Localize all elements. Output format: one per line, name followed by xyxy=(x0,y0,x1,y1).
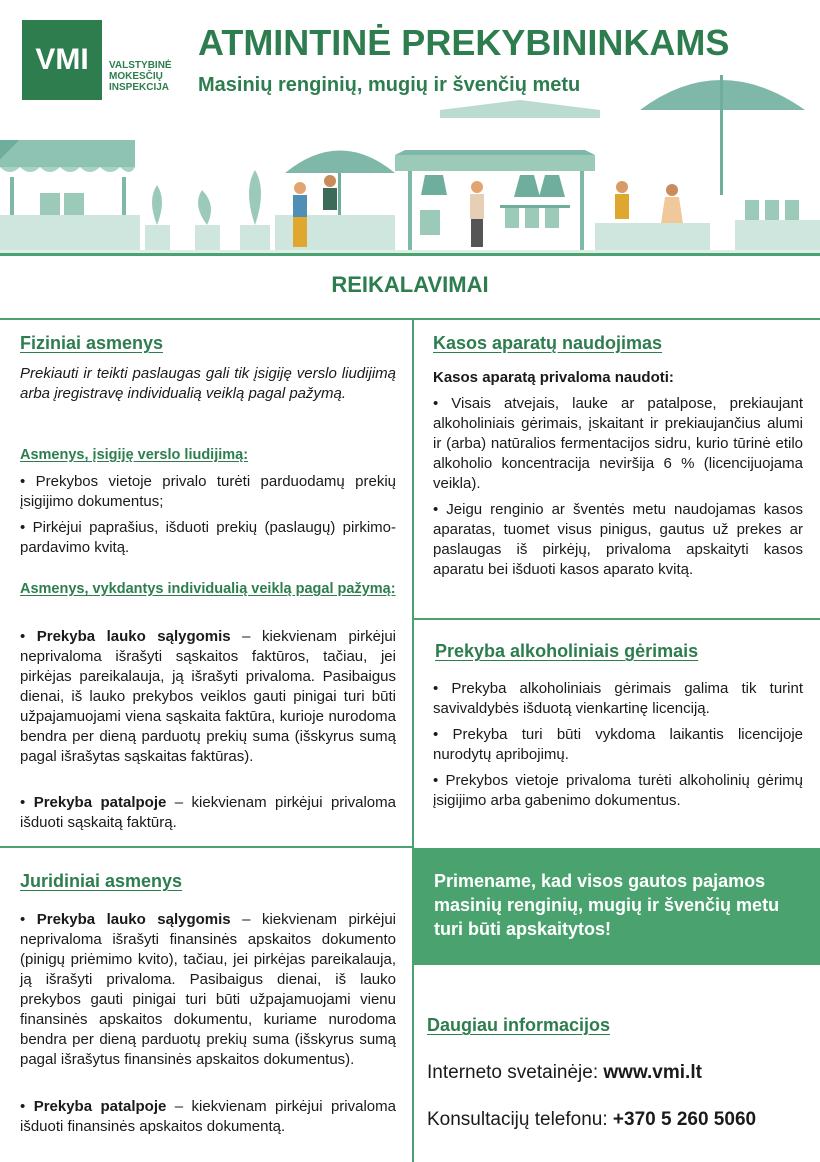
alcohol-item-3: • Prekybos vietoje privaloma turėti alkoholinių gėrimų įsigijimo arba gabenimo dokumentus. xyxy=(433,772,803,809)
individual-item-1: • Prekyba lauko sąlygomis – kiekvienam pirkėjui neprivaloma išrašyti sąskaitos faktūros, tačiau, jei pirkėjas pareikalauja, ją išrašyti privaloma. Pasibaigus dienai, iš lauko prekybos veiklos gauti pinigai turi būti užpajamuojami viena sąskaita faktūra, kurioje nurodoma bendra per dieną parduotų prekių suma (išskyrus sumą pagal išrašytas sąskaitas faktūras). xyxy=(20,628,396,765)
logo-line-1: VALSTYBINĖ xyxy=(109,60,172,71)
cash-register-item-1: • Visais atvejais, lauke ar patalpose, prekiaujant alkoholiniais gėrimais, įskaitant ir prekiaujančius alumi ir (arba) natūralios fermentacijos sidru, kurio tūrinė etilo alkoholio koncentracija neviršija 6 % (licencijuojama veikla). xyxy=(433,395,803,492)
individual-item-2-text: – kiekvienam pirkėjui privaloma išduoti sąskaitą faktūrą. xyxy=(20,794,396,831)
license-holders-heading: Asmenys, įsigiję verslo liudijimą: xyxy=(20,447,249,463)
grid-line-right-mid xyxy=(414,618,820,620)
physical-persons-title: Fiziniai asmenys xyxy=(20,333,164,353)
individual-item-2-bold: Prekyba patalpoje xyxy=(33,794,167,811)
big-umbrella-illustration xyxy=(595,75,820,250)
cash-register-item-2: • Jeigu renginio ar šventės metu naudojamas kasos aparatas, tuomet visus pinigus, gautus už prekes ar paslaugas iš pirkėjų, privaloma apskaityti kasos aparatu bei išduoti kasos aparato kvitą. xyxy=(433,501,803,578)
legal-persons-title: Juridiniai asmenys xyxy=(20,871,183,891)
phone-label: Konsultacijų telefonu: xyxy=(427,1109,613,1130)
page-subtitle: Masinių renginių, mugių ir švenčių metu xyxy=(198,74,581,96)
legal-item-2-bold: Prekyba patalpoje xyxy=(33,1098,167,1115)
legal-item-1: • Prekyba lauko sąlygomis – kiekvienam pirkėjui neprivaloma išrašyti finansinės apskaitos dokumento (pinigų priėmimo kvito), tačiau, jei pirkėjas pareikalauja, ją išrašyti privaloma. Pasibaigus dienai, iš lauko prekybos gauti pinigai turi būti užpajamuojami vienu finansinės apskaitos dokumentu, kuriame nurodoma bendra per dieną parduotų prekių suma (išskyrus sumą pagal išrašytus finansinės apskaitos dokumentus). xyxy=(20,911,396,1068)
market-illustration xyxy=(0,55,820,255)
individual-item-2: • Prekyba patalpoje – kiekvienam pirkėjui privaloma išduoti sąskaitą faktūrą. xyxy=(20,794,396,831)
logo-line-3: INSPEKCIJA xyxy=(109,82,170,93)
grid-line-top xyxy=(0,318,820,320)
clothes-stall-illustration xyxy=(395,100,600,251)
license-item-1: • Prekybos vietoje privalo turėti parduodamų prekių įsigijimo dokumentus; xyxy=(20,473,396,510)
website-line xyxy=(427,1062,702,1084)
legal-item-2-text: – kiekvienam pirkėjui privaloma išduoti finansinės apskaitos dokumentą. xyxy=(20,1098,396,1135)
plants-illustration xyxy=(145,170,270,250)
phone-number[interactable]: +370 5 260 5060 xyxy=(612,1109,757,1130)
more-info-title: Daugiau informacijos xyxy=(427,1015,611,1035)
requirements-title: REIKALAVIMAI xyxy=(331,272,489,297)
header-divider xyxy=(0,253,820,256)
individual-item-1-text: – kiekvienam pirkėjui neprivaloma išrašyti sąskaitos faktūros, tačiau, jei pirkėjas pareikalauja, ją išrašyti privaloma. Pasibaigus dienai, iš lauko prekybos veiklos gauti pinigai turi būti užpajamuojami viena sąskaita faktūra, kurioje nurodoma bendra per dieną parduotų prekių suma (išskyrus sumą pagal išrašytas sąskaitas faktūras). xyxy=(20,628,396,765)
website-label: Interneto svetainėje: xyxy=(427,1062,604,1083)
alcohol-trade-title: Prekyba alkoholiniais gėrimais xyxy=(435,641,699,661)
license-item-2: • Pirkėjui paprašius, išduoti prekių (paslaugų) pirkimo-pardavimo kvitą. xyxy=(20,519,396,556)
individual-item-1-bold: Prekyba lauko sąlygomis xyxy=(36,628,231,645)
alcohol-item-1: • Prekyba alkoholiniais gėrimais galima tik turint savivaldybės išduotą vienkartinę licenciją. xyxy=(433,680,803,717)
reminder-text: Primename, kad visos gautos pajamos masinių renginių, mugių ir švenčių metu turi būti apskaitytos! xyxy=(434,871,780,939)
cash-register-lead: Kasos aparatą privaloma naudoti: xyxy=(433,369,674,386)
logo-line-2: MOKESČIŲ xyxy=(109,71,163,82)
grid-line-vertical xyxy=(412,318,414,1162)
legal-item-1-text: – kiekvienam pirkėjui neprivaloma išrašyti finansinės apskaitos dokumento (pinigų priėmimo kvito), tačiau, jei pirkėjas pareikalauja, ją išrašyti privaloma. Pasibaigus dienai, iš lauko prekybos gauti pinigai turi būti užpajamuojami vienu finansinės apskaitos dokumentu, kuriame nurodoma bendra per dieną parduotų prekių suma (išskyrus sumą pagal išrašytus finansinės apskaitos dokumentus). xyxy=(20,911,396,1068)
legal-item-1-bold: Prekyba lauko sąlygomis xyxy=(36,911,231,928)
left-stall-illustration xyxy=(0,140,140,250)
alcohol-item-2: • Prekyba turi būti vykdoma laikantis licencijoje nurodytų apribojimų. xyxy=(433,726,803,763)
grid-line-left-mid xyxy=(0,846,414,848)
website-link[interactable]: www.vmi.lt xyxy=(603,1062,702,1083)
cash-register-title: Kasos aparatų naudojimas xyxy=(433,333,663,353)
vmi-logo: VMI xyxy=(22,20,102,100)
individual-activity-heading: Asmenys, vykdantys individualią veiklą pagal pažymą: xyxy=(20,581,396,597)
physical-intro: Prekiauti ir teikti paslaugas gali tik įsigiję verslo liudijimą arba įregistravę individualią veiklą pagal pažymą. xyxy=(20,365,396,402)
page-title: ATMINTINĖ PREKYBININKAMS xyxy=(198,22,730,63)
legal-item-2: • Prekyba patalpoje – kiekvienam pirkėjui privaloma išduoti finansinės apskaitos dokumentą. xyxy=(20,1098,396,1135)
phone-line xyxy=(427,1109,756,1131)
